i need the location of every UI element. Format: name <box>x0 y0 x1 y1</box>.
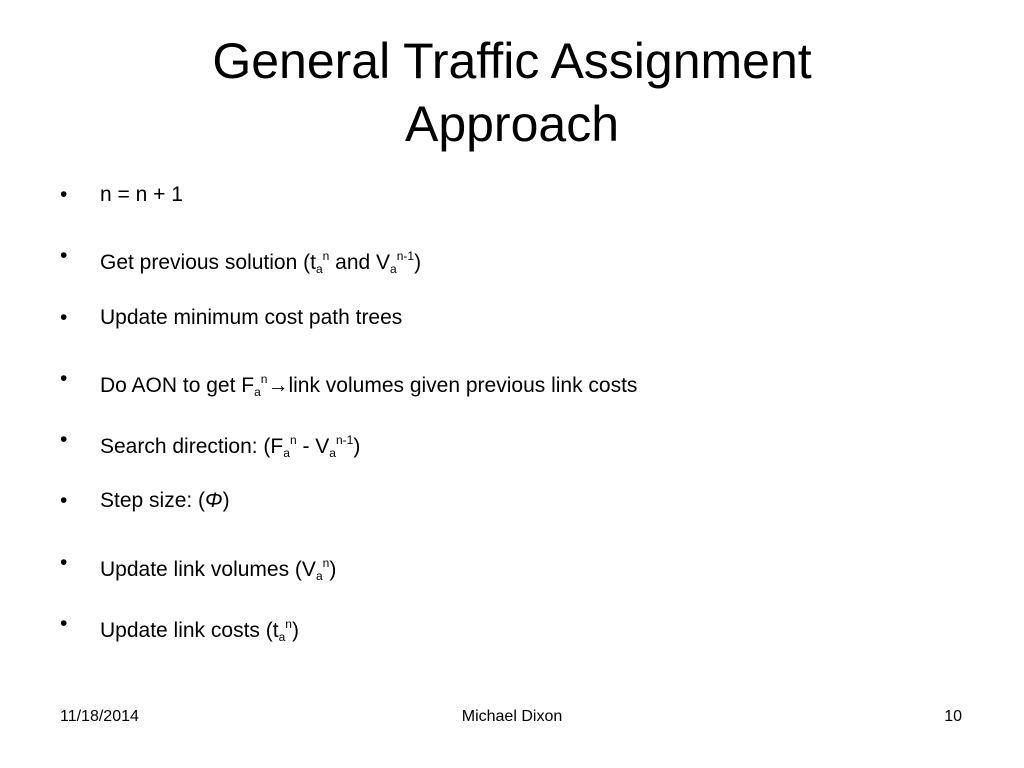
text-run: Do AON to get F <box>100 373 255 397</box>
bullet-item <box>60 423 980 484</box>
text-run: Update link costs (t <box>100 619 279 643</box>
subscript: a <box>278 630 286 645</box>
slide-title-line-2: Approach <box>404 96 620 152</box>
superscript: n <box>322 249 330 264</box>
text-run: →link volumes given previous link costs <box>267 373 638 397</box>
footer-author: Michael Dixon <box>461 708 563 725</box>
bullet-marker: • <box>60 305 68 329</box>
bullet-text <box>100 433 361 461</box>
bullet-item <box>60 301 980 362</box>
text-run: ) <box>353 435 361 459</box>
superscript: n-1 <box>396 249 415 264</box>
footer-page-number: 10 <box>944 708 962 725</box>
bullet-item <box>60 607 980 668</box>
bullet-item <box>60 178 980 239</box>
bullet-item <box>60 239 980 300</box>
italic-symbol: Φ <box>205 489 223 513</box>
text-run: and V <box>329 251 391 275</box>
bullet-text <box>100 249 422 277</box>
bullet-text <box>100 306 402 329</box>
bullet-marker: • <box>60 244 68 268</box>
text-run: Search direction: (F <box>100 435 284 459</box>
text-run: Update minimum cost path trees <box>100 305 403 329</box>
bullet-text <box>100 183 183 206</box>
superscript: n-1 <box>335 433 354 448</box>
superscript: n <box>322 555 330 570</box>
text-run: - V <box>296 435 330 459</box>
footer-date: 11/18/2014 <box>60 708 139 725</box>
bullet-marker: • <box>60 183 68 206</box>
text-run: Update link volumes (V <box>100 557 316 581</box>
text-run: ) <box>329 557 337 581</box>
bullet-marker: • <box>60 366 68 390</box>
superscript: n <box>260 371 268 386</box>
bullet-marker: • <box>60 612 68 636</box>
superscript: n <box>285 617 292 632</box>
subscript: a <box>329 446 336 461</box>
bullet-item <box>60 484 980 545</box>
subscript: a <box>315 568 323 583</box>
bullet-marker: • <box>60 428 68 452</box>
bullet-item <box>60 546 980 607</box>
bullet-marker: • <box>60 489 68 513</box>
subscript: a <box>390 262 397 277</box>
bullet-text <box>100 489 230 512</box>
bullet-text <box>100 371 638 399</box>
bullet-marker: • <box>60 550 68 574</box>
bullet-text <box>100 617 299 645</box>
text-run: ) <box>222 489 230 513</box>
subscript: a <box>283 446 290 461</box>
text-run: n = n + 1 <box>100 183 183 206</box>
text-run: ) <box>291 619 299 643</box>
subscript: a <box>254 384 261 399</box>
subscript: a <box>315 262 323 277</box>
bullet-item <box>60 362 980 423</box>
slide-title-line-1: General Traffic Assignment <box>212 33 812 89</box>
text-run: Step size: ( <box>100 489 206 513</box>
text-run: Get previous solution (t <box>100 251 316 275</box>
bullet-list <box>60 178 980 668</box>
superscript: n <box>289 433 297 448</box>
slide-title <box>0 30 1024 156</box>
text-run: ) <box>414 251 422 275</box>
bullet-text <box>100 555 337 583</box>
